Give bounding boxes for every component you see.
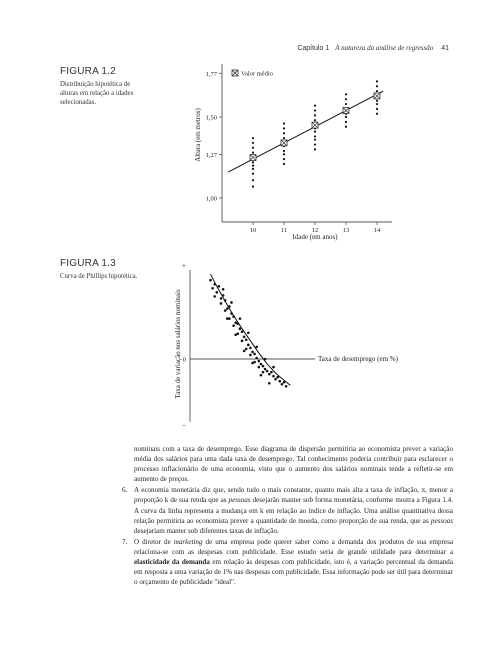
chart2-data-point bbox=[251, 362, 254, 365]
chart2-data-point bbox=[226, 317, 229, 320]
chart2-data-point bbox=[234, 333, 237, 336]
chapter-title: A natureza da análise de regressão bbox=[335, 44, 434, 52]
chart2-phillips-curve bbox=[211, 274, 291, 385]
chart1-y-tick-label: 1,77 bbox=[205, 70, 217, 78]
chart2-data-point bbox=[239, 327, 242, 330]
chart2-data-point bbox=[249, 354, 252, 357]
chart2-data-point bbox=[209, 279, 212, 282]
chart2-data-point bbox=[281, 383, 284, 386]
chart2-y-axis-label: Taxa de variação nos salários nominais bbox=[174, 289, 182, 399]
list-item-6-text-a: A economia monetária diz que, sendo tudo o mais constante, quanto mais alta a taxa de inflação, π, menor a proporção k de sua renda que as bbox=[134, 486, 453, 505]
chart2-data-point bbox=[249, 347, 252, 350]
chart2-y-marker: 0 bbox=[182, 356, 186, 364]
chart2-y-marker: − bbox=[182, 422, 186, 430]
chart2-data-point bbox=[245, 348, 248, 351]
chart2-data-point bbox=[262, 371, 265, 374]
chart2-data-point bbox=[260, 374, 263, 377]
chart1-x-tick-label: 11 bbox=[280, 227, 288, 234]
chart2-data-point bbox=[258, 366, 261, 369]
chart2-data-point bbox=[243, 335, 246, 338]
list-item-6 bbox=[122, 485, 454, 535]
chart2-data-point bbox=[216, 291, 219, 294]
list-item-7-emphasis: marketing bbox=[173, 537, 203, 546]
chart1-x-axis-label: Idade (em anos) bbox=[292, 233, 338, 241]
chart2-data-point bbox=[241, 340, 244, 343]
chart2-data-point bbox=[230, 312, 233, 315]
chart2-data-point bbox=[272, 375, 275, 378]
chart2-data-point bbox=[218, 285, 221, 288]
chart2-x-axis-label: Taxa de desemprego (em %) bbox=[318, 355, 398, 363]
chart1-x-tick-label: 13 bbox=[342, 227, 350, 234]
chart2-data-point bbox=[220, 302, 223, 305]
chart2-data-point bbox=[224, 309, 227, 312]
chapter-label: Capítulo 1 bbox=[297, 45, 330, 52]
list-item-7-strong: elasticidade da demanda bbox=[134, 558, 210, 567]
chart2-data-point bbox=[262, 365, 265, 368]
chart1-x-tick-label: 14 bbox=[373, 227, 381, 234]
list-item-7-text-b: de uma empresa pode querer saber como a demanda dos produtos de sua empresa relaciona-se com as despesas com publicidade. Esse estudo seria de grande utilidade para determinar a bbox=[134, 537, 453, 556]
chart2-data-point bbox=[226, 307, 229, 310]
chart2-data-point bbox=[228, 305, 231, 308]
chart1-y-tick-label: 1,27 bbox=[205, 151, 217, 159]
chart2-data-point bbox=[232, 324, 235, 327]
list-item-6-text-b: desejarão manter sob forma monetária, conforme mostra a Figura 1.4. A curva da linha representa a mudança em k em relação ao índice de inflação. Uma análise quantitativa dessa relação permitiria ao economista prever a quantidade de moeda, como proporção de sua renda, que as bbox=[134, 496, 454, 525]
list-item-6-text-c: desejariam manter sob diferentes taxas de inflação. bbox=[134, 526, 279, 535]
chart2-data-point bbox=[241, 330, 244, 333]
chart2-data-point bbox=[239, 317, 242, 320]
chart2-data-point bbox=[274, 378, 277, 381]
list-item-6-emphasis-2: pessoas bbox=[430, 516, 453, 525]
chart2-data-point bbox=[220, 297, 223, 300]
chart1-y-tick-label: 1,50 bbox=[205, 114, 217, 122]
list-item-7-text-a: O diretor de bbox=[134, 537, 174, 546]
chart2-data-point bbox=[247, 344, 250, 347]
page-number: 41 bbox=[441, 45, 449, 52]
list-item-6-number: 6. bbox=[122, 486, 128, 495]
chart2-data-point bbox=[255, 357, 258, 360]
chart2-data-point bbox=[264, 358, 267, 361]
chart1-legend-label: Valor médio bbox=[241, 70, 273, 78]
chart2-data-point bbox=[255, 346, 258, 349]
chart2-data-point bbox=[283, 381, 286, 384]
chart2-data-point bbox=[253, 353, 256, 356]
chart2-data-point bbox=[270, 371, 273, 374]
list-item-7-text-c: em relação às despesas com publicidade, isto é, a variação percentual da demanda em resposta a uma variação de 1% nas despesas com publicidade. Essa informação pode ser útil para determinar o orçamento de publicidade "ideal". bbox=[134, 558, 453, 587]
chart2-data-point bbox=[222, 294, 225, 297]
chart2-y-marker: + bbox=[182, 262, 186, 270]
chart2-data-point bbox=[266, 370, 269, 373]
chart2-points bbox=[209, 274, 290, 387]
chart2-data-point bbox=[232, 315, 235, 318]
figure-1-3-label: FIGURA 1.3 bbox=[60, 258, 116, 269]
chart2-data-point bbox=[268, 373, 271, 376]
chart2-data-point bbox=[258, 360, 261, 363]
list-item-7-number: 7. bbox=[122, 537, 128, 546]
chart2-data-point bbox=[279, 380, 282, 383]
chart2-data-point bbox=[213, 295, 216, 298]
chart1-y-axis-label: Altura (em metros) bbox=[194, 108, 202, 162]
list-item-6-emphasis-1: pessoas bbox=[228, 496, 251, 505]
chart2-data-point bbox=[211, 287, 214, 290]
chart2-data-point bbox=[247, 331, 250, 334]
chart2-data-point bbox=[213, 283, 216, 286]
paragraph-continuation: nominais com a taxa de desemprego. Esse diagrama de dispersão permitiria ao economista prever a variação média dos salários para uma dada taxa de desemprego. Tal conhecimento poderia contribuir para esclarecer o processo inflacionário de uma economia, visto que o aumento dos salários nominais tende a refletir-se em aumento de preços. bbox=[134, 445, 453, 484]
chart2-data-point bbox=[251, 351, 254, 354]
chart2-data-point bbox=[285, 385, 288, 388]
list-item-7 bbox=[122, 537, 453, 587]
figure-1-2-caption-text: Distribuição hipotética de alturas em relação a idades selecionadas. bbox=[60, 81, 134, 106]
chart1-x-tick-label: 10 bbox=[249, 227, 257, 234]
chart2-data-point bbox=[276, 376, 279, 379]
chart2-data-point bbox=[243, 350, 246, 353]
chart2-data-point bbox=[268, 382, 271, 385]
body-text bbox=[122, 444, 454, 587]
chart2-data-point bbox=[272, 366, 275, 369]
chart2-data-point bbox=[245, 339, 248, 342]
chart2-data-point bbox=[222, 288, 225, 291]
figure-1-2-label: FIGURA 1.2 bbox=[60, 66, 116, 77]
chart2-data-point bbox=[264, 368, 267, 371]
chart2-data-point bbox=[260, 363, 263, 366]
figure-1-3-caption-text: Curva de Phillips hipotética. bbox=[60, 273, 138, 280]
chart2-data-point bbox=[230, 301, 233, 304]
chart1-x-tick-label: 12 bbox=[311, 227, 319, 234]
chart2-data-point bbox=[224, 299, 227, 302]
chart1-y-tick-label: 1,00 bbox=[205, 195, 217, 203]
chart2-data-point bbox=[237, 322, 240, 325]
